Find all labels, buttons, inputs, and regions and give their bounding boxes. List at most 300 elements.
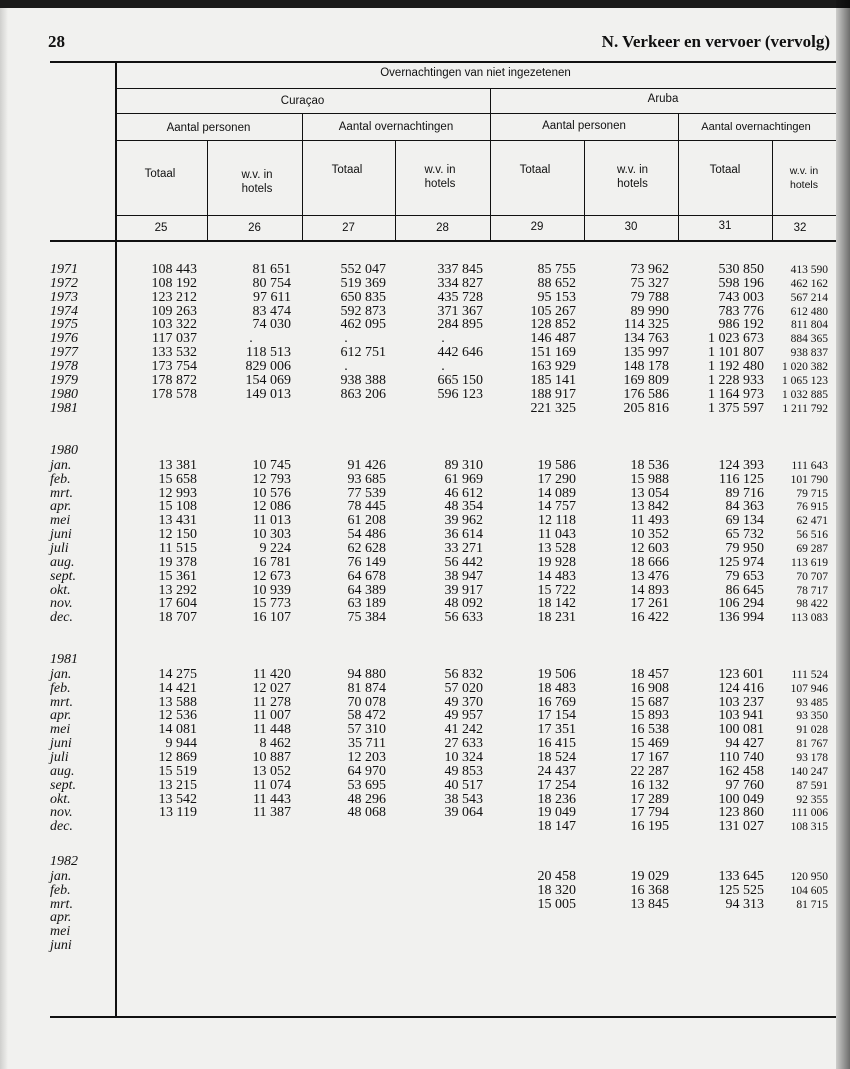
table-cell-col31: 100 049 [718,791,764,807]
table-cell-col31: 1 164 973 [708,386,764,402]
table-cell-col31: 783 776 [718,303,764,319]
table-cell-col32: 62 471 [796,515,828,528]
row-label: apr. [50,708,72,724]
col-number: 28 [436,222,449,234]
table-cell-col32: 413 590 [790,264,828,276]
header-group: Aantal overnachtingen [338,121,454,133]
table-cell-col30: 205 816 [623,400,669,416]
table-cell-col28: 41 242 [444,722,483,738]
table-cell-col25: 9 944 [165,736,197,752]
page-left-edge [0,0,8,1069]
section-title: N. Verkeer en vervoer (vervolg) [601,32,830,51]
table-cell-col27: 48 068 [347,805,386,821]
table-cell-col31: 1 228 933 [708,372,764,388]
table-cell-col27: 863 206 [340,386,386,402]
table-cell-col27: 64 678 [347,568,386,584]
table-cell-col26: 11 074 [253,777,291,793]
header-group: Aantal personen [166,122,251,134]
table-cell-col31: 162 458 [718,763,764,779]
row-label: juni [50,938,72,954]
table-cell-col31: 136 994 [718,610,764,626]
table-cell-col25: 14 421 [158,680,197,696]
table-cell-col31: 86 645 [725,582,764,598]
table-cell-col32: 462 162 [790,277,828,290]
table-cell-col27: 53 695 [347,777,386,793]
table-cell-col31: 125 974 [718,554,764,570]
table-cell-col27: 54 486 [347,527,386,543]
table-cell-col32: 1 211 792 [782,402,828,415]
table-cell-col31: 123 601 [718,666,764,682]
table-cell-col32: 140 247 [790,765,828,778]
header-bottom-rule [50,240,836,242]
table-cell-col28: 39 064 [444,805,483,821]
row-label: sept. [50,568,77,584]
table-cell-col31: 598 196 [718,275,764,291]
row-label: 1971 [50,262,78,277]
table-cell-col31: 116 125 [719,471,764,487]
row-label: 1974 [50,303,78,319]
row-label: 1977 [50,345,78,361]
table-cell-col28: 49 370 [444,694,483,710]
table-cell-col31: 84 363 [725,499,764,515]
table-cell-col25: 11 515 [159,540,197,556]
col-number: 31 [718,220,732,232]
row-label: mei [50,513,71,529]
table-cell-col29: 14 757 [537,499,576,515]
header-col: Totaal [709,164,741,176]
table-cell-col30: 16 908 [630,680,669,696]
top-rule [50,61,836,63]
table-cell-col27: 62 628 [347,540,386,556]
table-cell-col25: 178 872 [151,372,197,388]
table-cell-col30: 15 687 [630,694,669,710]
table-cell-col32: 1 065 123 [782,374,828,387]
table-cell-col25: 15 519 [158,763,197,779]
table-cell-col31: 79 653 [725,568,764,584]
table-cell-col25: 13 119 [159,805,197,821]
table-cell-col32: 92 355 [796,793,828,806]
table-cell-col26: 10 303 [252,527,291,543]
table-cell-col31: 125 525 [718,882,764,898]
table-cell-col25: 18 707 [158,610,197,626]
table-cell-col25: 173 754 [151,358,197,374]
header-col: w.v. in hotels [424,164,456,190]
table-cell-col27: . [344,331,348,347]
table-cell-col28: 284 895 [437,317,483,333]
table-cell-col29: 19 928 [537,554,576,570]
col-number: 32 [793,222,807,234]
table-cell-col27: 78 445 [347,499,386,515]
row-label: juli [50,540,69,556]
table-cell-col27: 938 388 [340,372,386,388]
table-cell-col29: 146 487 [530,331,576,347]
table-cell-col28: 334 827 [437,275,483,291]
table-cell-col32: 111 643 [791,459,828,472]
table-cell-col30: 17 794 [630,805,669,821]
table-cell-col31: 97 760 [725,777,764,793]
table-cell-col27: 57 310 [347,722,386,738]
table-cell-col27: 612 751 [340,345,386,361]
table-cell-col30: 134 763 [623,331,669,347]
table-cell-col31: 131 027 [718,819,764,835]
table-cell-col26: 11 420 [253,666,291,682]
table-cell-col32: 98 422 [796,598,828,611]
row-label: mrt. [50,485,73,501]
table-cell-col29: 16 769 [537,694,576,710]
table-cell-col32: 93 350 [796,710,828,723]
table-cell-col29: 88 652 [537,275,576,291]
page-right-shadow [836,0,850,1069]
table-cell-col31: 743 003 [718,289,764,305]
table-cell-col29: 19 049 [537,805,576,821]
table-cell-col25: 109 263 [151,303,197,319]
row-label: 1973 [50,289,78,305]
table-cell-col30: 15 469 [630,736,669,752]
table-cell-col28: 39 962 [444,513,483,529]
table-cell-col28: 435 728 [437,289,483,305]
table-cell-col25: 12 869 [158,749,197,765]
table-cell-col27: 35 711 [348,736,386,752]
table-cell-col28: 371 367 [437,303,483,319]
row-label: sept. [50,777,77,793]
table-cell-col26: 149 013 [245,386,291,402]
table-cell-col25: 13 292 [158,582,197,598]
row-label: 1980 [50,386,78,402]
col-number: 26 [248,222,261,234]
table-cell-col30: 18 536 [630,457,669,473]
rule-under-main [115,88,836,89]
table-cell-col30: 114 325 [624,317,669,333]
table-cell-col29: 185 141 [530,372,576,388]
section-heading: 1981 [50,652,78,667]
table-cell-col27: 76 149 [347,554,386,570]
table-cell-col30: 79 788 [630,289,669,305]
table-cell-col26: 97 611 [253,289,291,305]
col-number: 25 [154,222,168,234]
table-cell-col27: 81 874 [347,680,386,696]
table-cell-col30: 18 666 [630,554,669,570]
section-heading: 1982 [50,854,78,869]
table-cell-col29: 14 483 [537,568,576,584]
table-cell-col25: 103 322 [151,317,197,333]
row-label: 1976 [50,331,78,347]
header-main: Overnachtingen van niet ingezetenen [380,67,571,79]
table-cell-col31: 1 023 673 [708,331,764,347]
table-cell-col31: 103 941 [718,708,764,724]
row-label: 1972 [50,275,78,291]
table-cell-col27: 61 208 [347,513,386,529]
table-cell-col30: 16 132 [630,777,669,793]
col-number: 29 [530,221,544,233]
region-divider [490,88,491,242]
table-cell-col32: 69 287 [796,542,828,555]
table-cell-col27: 12 203 [347,749,386,765]
table-cell-col30: 176 586 [623,386,669,402]
table-cell-col32: 113 083 [791,612,828,625]
header-group: Aantal overnachtingen [701,121,811,133]
table-cell-col26: 12 086 [252,499,291,515]
row-label: 1975 [50,317,78,333]
table-cell-col31: 69 134 [725,513,764,529]
table-cell-col29: 17 154 [537,708,576,724]
table-cell-col28: 61 969 [444,471,483,487]
table-cell-col32: 884 365 [790,333,828,346]
table-cell-col30: 89 990 [630,303,669,319]
table-cell-col30: 19 029 [630,868,669,884]
table-cell-col26: . [249,331,253,347]
bottom-rule [50,1016,836,1018]
table-cell-col25: 13 381 [158,457,197,473]
table-cell-col25: 117 037 [152,331,197,347]
table-cell-col28: 56 442 [444,554,483,570]
table-cell-col32: 567 214 [790,291,828,304]
table-cell-col26: 13 052 [252,763,291,779]
table-cell-col26: 11 013 [253,513,291,529]
row-label: feb. [50,680,71,696]
table-cell-col26: 10 887 [252,749,291,765]
table-cell-col25: 12 993 [158,485,197,501]
table-cell-col32: 612 480 [790,305,828,318]
table-cell-col32: 93 178 [796,751,828,764]
table-cell-col26: 15 773 [252,596,291,612]
table-cell-col31: 106 294 [718,596,764,612]
table-cell-col30: 73 962 [630,262,669,277]
table-cell-col32: 101 790 [790,473,828,486]
table-cell-col32: 78 717 [796,584,828,597]
table-cell-col25: 17 604 [158,596,197,612]
table-cell-col30: 11 493 [631,513,669,529]
table-cell-col26: 154 069 [245,372,291,388]
header-col: Totaal [519,164,551,176]
table-cell-col31: 94 313 [725,896,764,912]
table-cell-col31: 103 237 [718,694,764,710]
table-cell-col28: 442 646 [437,345,483,361]
table-cell-col30: 13 476 [630,568,669,584]
table-cell-col31: 100 081 [718,722,764,738]
table-cell-col26: 74 030 [252,317,291,333]
table-cell-col28: 10 324 [444,749,483,765]
table-cell-col29: 15 005 [537,896,576,912]
table-cell-col27: 48 296 [347,791,386,807]
table-cell-col29: 18 524 [537,749,576,765]
table-cell-col29: 18 483 [537,680,576,696]
row-label: 1978 [50,358,78,374]
table-cell-col28: 38 543 [444,791,483,807]
table-cell-col32: 111 006 [791,807,828,820]
table-cell-col27: 93 685 [347,471,386,487]
table-cell-col27: 75 384 [347,610,386,626]
header-col: w.v. in hotels [789,165,819,191]
table-cell-col32: 87 591 [796,779,828,792]
table-cell-col27: 552 047 [340,262,386,277]
table-cell-col26: 11 007 [253,708,291,724]
table-cell-col30: 16 195 [630,819,669,835]
table-cell-col30: 169 809 [623,372,669,388]
header-col: Totaal [331,164,363,176]
row-label: apr. [50,910,72,926]
table-cell-col25: 178 578 [151,386,197,402]
table-cell-col28: 337 845 [437,262,483,277]
table-cell-col31: 65 732 [725,527,764,543]
row-label: apr. [50,499,72,515]
row-label: aug. [50,763,75,779]
table-cell-col25: 14 275 [158,666,197,682]
row-label: juni [50,527,72,543]
row-label: nov. [50,805,73,821]
table-cell-col25: 13 542 [158,791,197,807]
table-cell-col32: 111 524 [791,668,828,681]
section-heading: 1980 [50,443,78,458]
table-cell-col30: 13 845 [630,896,669,912]
table-cell-col25: 15 108 [158,499,197,515]
table-cell-col25: 15 361 [158,568,197,584]
scan-top-band [0,0,850,8]
table-cell-col30: 18 457 [630,666,669,682]
table-cell-col27: 77 539 [347,485,386,501]
header-region-aruba: Aruba [647,93,679,105]
header-col: w.v. in hotels [616,164,649,190]
table-cell-col25: 19 378 [158,554,197,570]
page-number: 28 [48,32,65,51]
table-cell-col29: 17 351 [537,722,576,738]
table-cell-col27: 94 880 [347,666,386,682]
row-label: okt. [50,791,71,807]
table-cell-col32: 104 605 [790,884,828,897]
table-cell-col26: 8 462 [259,736,291,752]
table-cell-col32: 113 619 [791,556,828,569]
table-cell-col29: 17 290 [537,471,576,487]
table-cell-col29: 12 118 [538,513,576,529]
table-cell-col30: 17 261 [630,596,669,612]
table-cell-col29: 19 506 [537,666,576,682]
row-label: mei [50,924,71,940]
table-cell-col25: 14 081 [158,722,197,738]
table-cell-col28: 39 917 [444,582,483,598]
table-cell-col25: 15 658 [158,471,197,487]
table-cell-col32: 1 032 885 [782,388,828,401]
table-cell-col30: 15 988 [630,471,669,487]
table-cell-col31: 1 192 480 [708,358,764,374]
table-cell-col26: 10 745 [252,457,291,473]
header-region-curacao: Curaçao [280,95,325,107]
table-cell-col29: 18 147 [537,819,576,835]
table-cell-col28: 596 123 [437,386,483,402]
row-label: dec. [50,610,73,626]
table-cell-col27: 519 369 [340,275,386,291]
table-cell-col30: 148 178 [623,358,669,374]
table-cell-col29: 18 320 [537,882,576,898]
table-cell-col31: 530 850 [718,262,764,277]
table-cell-col30: 17 289 [630,791,669,807]
rule-under-regions [115,113,836,114]
table-cell-col30: 135 997 [623,345,669,361]
table-cell-col28: 49 957 [444,708,483,724]
table-cell-col25: 13 215 [158,777,197,793]
table-cell-col32: 93 485 [796,696,828,709]
row-label: mrt. [50,896,73,912]
table-cell-col25: 133 532 [151,345,197,361]
table-cell-col26: 83 474 [252,303,291,319]
table-cell-col30: 75 327 [630,275,669,291]
table-cell-col28: 48 354 [444,499,483,515]
row-label: jan. [50,457,72,473]
table-cell-col28: . [441,358,445,374]
table-cell-col28: 56 832 [444,666,483,682]
table-cell-col26: 81 651 [252,262,291,277]
table-cell-col25: 108 443 [151,262,197,277]
table-cell-col28: 89 310 [444,457,483,473]
table-cell-col29: 19 586 [537,457,576,473]
col-number: 27 [342,222,355,234]
table-cell-col29: 11 043 [538,527,576,543]
table-cell-col27: 64 389 [347,582,386,598]
table-cell-col28: 57 020 [444,680,483,696]
table-cell-col30: 15 893 [630,708,669,724]
row-label: feb. [50,882,71,898]
table-cell-col29: 17 254 [537,777,576,793]
table-cell-col31: 110 740 [719,749,764,765]
table-cell-col28: 48 092 [444,596,483,612]
table-cell-col25: 12 536 [158,708,197,724]
row-label: feb. [50,471,71,487]
table-cell-col31: 1 101 807 [708,345,764,361]
row-label: mei [50,722,71,738]
table-cell-col26: 10 576 [252,485,291,501]
table-cell-col27: 64 970 [347,763,386,779]
table-cell-col29: 24 437 [537,763,576,779]
row-label: okt. [50,582,71,598]
table-cell-col30: 17 167 [630,749,669,765]
table-cell-col26: 10 939 [252,582,291,598]
table-cell-col27: 650 835 [340,289,386,305]
table-cell-col28: 36 614 [444,527,483,543]
table-cell-col29: 163 929 [530,358,576,374]
table-cell-col27: 70 078 [347,694,386,710]
table-cell-col32: 938 837 [790,347,828,360]
table-cell-col29: 16 415 [537,736,576,752]
table-cell-col32: 81 715 [796,898,828,911]
table-cell-col29: 85 755 [537,262,576,277]
table-cell-col26: 12 027 [252,680,291,696]
table-cell-col30: 10 352 [630,527,669,543]
table-cell-col27: 58 472 [347,708,386,724]
table-cell-col29: 105 267 [530,303,576,319]
table-cell-col31: 133 645 [718,868,764,884]
table-cell-col26: 12 793 [252,471,291,487]
table-cell-col30: 13 054 [630,485,669,501]
table-cell-col32: 81 767 [796,738,828,751]
table-cell-col30: 14 893 [630,582,669,598]
table-cell-col31: 94 427 [725,736,764,752]
table-cell-col30: 12 603 [630,540,669,556]
table-cell-col29: 18 231 [537,610,576,626]
table-cell-col28: 46 612 [444,485,483,501]
table-cell-col32: 56 516 [796,529,828,542]
table-cell-col26: 9 224 [259,540,291,556]
table-cell-col28: 49 853 [444,763,483,779]
table-cell-col28: 27 633 [444,736,483,752]
table-cell-col27: 592 873 [340,303,386,319]
table-cell-col26: 829 006 [245,358,291,374]
rule-under-groups [115,140,836,141]
table-cell-col26: 11 448 [253,722,291,738]
table-cell-col30: 16 368 [630,882,669,898]
table-cell-col27: . [344,358,348,374]
table-cell-col32: 107 946 [790,682,828,695]
row-label: jan. [50,666,72,682]
table-cell-col31: 124 416 [718,680,764,696]
table-cell-col28: 56 633 [444,610,483,626]
